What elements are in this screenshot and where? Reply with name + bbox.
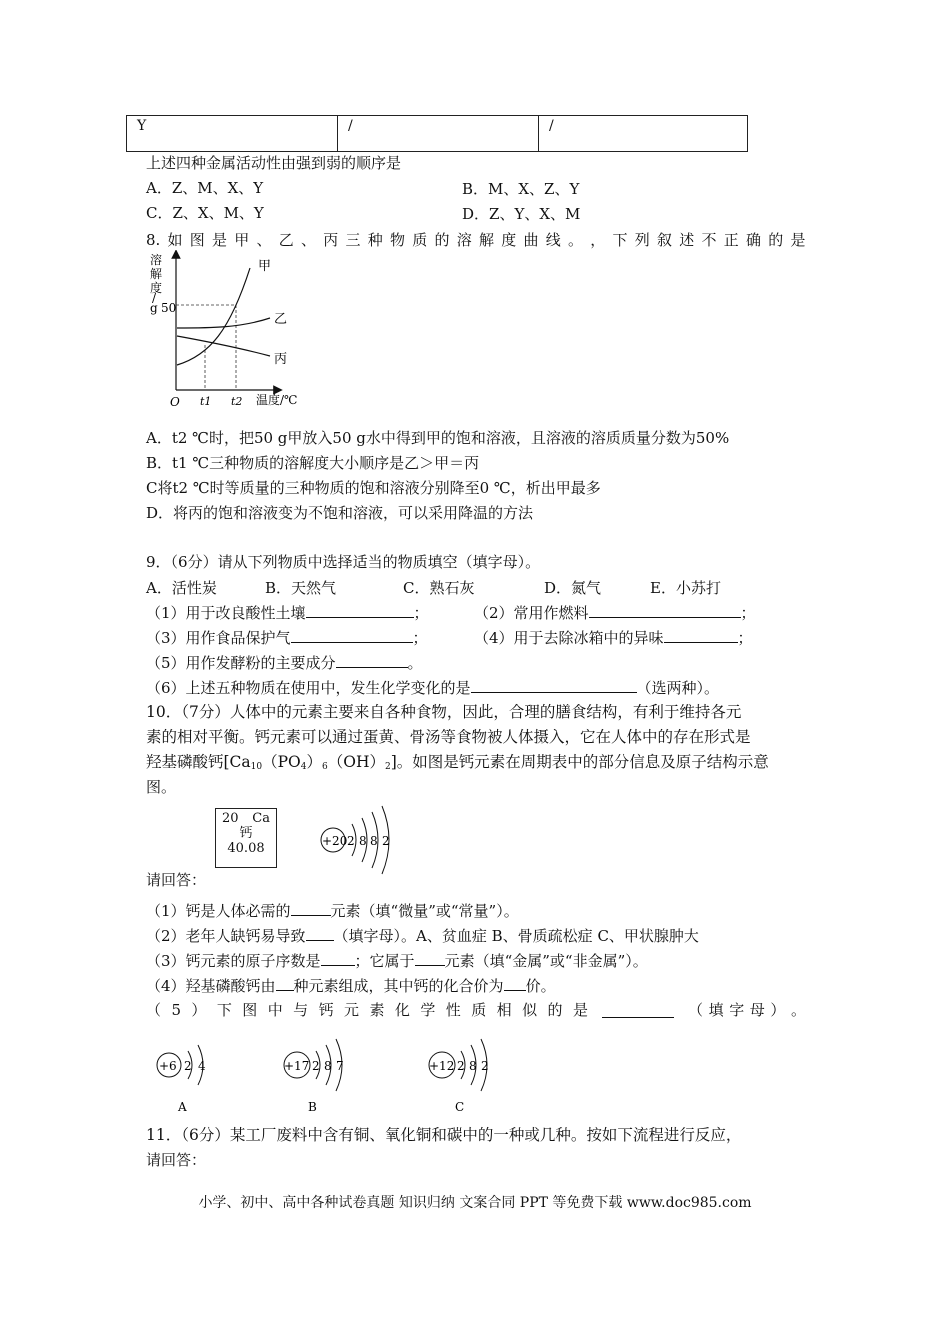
answer-blank[interactable] xyxy=(664,627,738,643)
answer-blank[interactable] xyxy=(415,950,445,966)
atomic-number: 20 xyxy=(222,811,239,826)
q10-sub-5-char: 填 xyxy=(708,1001,724,1019)
q9-stem: 9．（6分）请从下列物质中选择适当的物质填空（填字母）。 xyxy=(146,553,541,571)
q8-stem-char: 溶 xyxy=(456,231,472,249)
q8-option-d: D．将丙的饱和溶液变为不饱和溶液，可以采用降温的方法 xyxy=(146,504,534,522)
q9-choice-d: D．氮气 xyxy=(544,579,602,597)
q8-stem-char: 述 xyxy=(679,231,695,249)
q10-sub-2-end: （填字母）。A、贫血症 B、骨质疏松症 C、甲状腺肿大 xyxy=(333,927,699,945)
atom-option-a xyxy=(157,1045,206,1114)
element-symbol: Ca xyxy=(252,811,270,826)
formula-subscript: 6 xyxy=(322,762,328,772)
q8-stem-char: 曲 xyxy=(523,231,539,249)
q10-sub-5-char: 性 xyxy=(445,1001,461,1019)
q9-choice-c: C．熟石灰 xyxy=(403,579,475,597)
q10-sub-3 xyxy=(146,950,648,971)
q9-item-1-text: （1）用于改良酸性土壤 xyxy=(146,604,306,622)
q10-sub-5-char: ） xyxy=(191,1001,207,1019)
formula-subscript: 2 xyxy=(384,762,391,772)
atomic-mass: 40.08 xyxy=(227,841,265,856)
x-tick-t1: t1 xyxy=(200,395,212,408)
atom-label: C xyxy=(455,1100,465,1114)
q10-sub-4 xyxy=(146,975,556,996)
q10-line-3 xyxy=(146,752,769,777)
q8-stem-char: 叙 xyxy=(657,231,673,249)
q8-stem-char: 度 xyxy=(501,231,517,249)
q8-stem-char: 、 xyxy=(256,231,272,249)
q8-stem-char: 甲 xyxy=(234,231,250,249)
q10-sub-5-char: 字 xyxy=(729,1001,745,1019)
q7-option-d: D．Z、Y、X、M xyxy=(462,205,581,223)
element-name: 钙 xyxy=(239,826,253,841)
y-axis-label-char: 度 xyxy=(150,281,163,295)
semicolon: ； xyxy=(413,604,429,622)
q10-sub-5-char: 化 xyxy=(394,1001,410,1019)
q9-item-2-text: （2）常用作燃料 xyxy=(474,604,589,622)
answer-blank[interactable] xyxy=(321,950,355,966)
formula-subscript: 4 xyxy=(300,762,307,772)
q8-stem-char: 线 xyxy=(545,231,561,249)
shell-count: 4 xyxy=(198,1059,206,1073)
semicolon: ； xyxy=(412,629,428,647)
q8-stem-char: 物 xyxy=(390,231,406,249)
shell-count: 7 xyxy=(336,1059,344,1073)
nucleus-charge: +12 xyxy=(429,1059,455,1073)
q10-sub-5-char: ） xyxy=(770,1001,786,1019)
q10-sub-5-char: （ xyxy=(146,1001,162,1019)
atom-options-diagram xyxy=(150,1035,510,1117)
q8-stem-char: 正 xyxy=(723,231,739,249)
q10-sub-3-mid: ；它属于 xyxy=(354,952,415,970)
q10-sub-1 xyxy=(146,900,519,921)
shell-count: 2 xyxy=(184,1059,192,1073)
q10-sub-5-char: 质 xyxy=(471,1001,487,1019)
answer-blank[interactable] xyxy=(336,652,408,668)
q10-sub-5-char: 下 xyxy=(216,1001,232,1019)
shell-count: 2 xyxy=(347,834,355,848)
q10-sub-5-char: 是 xyxy=(572,1001,588,1019)
element-cell-calcium xyxy=(215,808,277,868)
shell-count: 2 xyxy=(312,1059,320,1073)
y-axis-label-char: g xyxy=(150,301,158,315)
q8-option-b: B．t1 ℃三种物质的溶解度大小顺序是乙＞甲＝丙 xyxy=(146,454,480,472)
answer-blank[interactable] xyxy=(306,925,334,941)
answer-blank[interactable] xyxy=(306,602,414,618)
curve-yi xyxy=(177,318,270,328)
y-axis-label-char: 溶 xyxy=(150,253,163,267)
q10-sub-5-char: 图 xyxy=(242,1001,258,1019)
q8-stem-char: 的 xyxy=(434,231,450,249)
table-row xyxy=(127,116,748,152)
origin-label: O xyxy=(170,395,180,409)
q10-sub-5-char: （ xyxy=(688,1001,704,1019)
atom-option-c xyxy=(429,1039,489,1114)
answer-blank[interactable] xyxy=(602,1002,674,1018)
q8-stem-char: 8. xyxy=(146,231,161,249)
nucleus-charge: +20 xyxy=(322,834,348,848)
curve-bing xyxy=(177,336,270,356)
nucleus-charge: +6 xyxy=(159,1059,177,1073)
q10-sub-1-text: （1）钙是人体必需的 xyxy=(146,902,291,920)
table-cell: / xyxy=(539,116,748,152)
q10-sub-5-char: 元 xyxy=(344,1001,360,1019)
series-label-jia: 甲 xyxy=(258,259,272,274)
q8-stem-char: 种 xyxy=(367,231,383,249)
answer-blank[interactable] xyxy=(291,627,413,643)
q9-item-5-text: （5）用作发酵粉的主要成分 xyxy=(146,654,336,672)
series-label-bing: 丙 xyxy=(274,352,288,367)
q7-option-b: B．M、X、Z、Y xyxy=(462,180,580,198)
q10-sub-3-end: 元素（填“金属”或“非金属”）。 xyxy=(444,952,648,970)
q8-stem-char: 如 xyxy=(167,231,183,249)
shell-count: 2 xyxy=(382,834,390,848)
answer-blank[interactable] xyxy=(471,677,637,693)
q9-item-2 xyxy=(474,602,756,623)
q8-stem xyxy=(146,230,806,250)
y-tick-50: 50 xyxy=(161,301,177,315)
q11-line-2: 请回答： xyxy=(146,1151,207,1169)
solubility-chart xyxy=(140,250,315,410)
q7-stem: 上述四种金属活动性由强到弱的顺序是 xyxy=(146,154,402,172)
q10-sub-5-char: 5 xyxy=(171,1001,181,1019)
q10-sub-5 xyxy=(146,1000,806,1020)
x-axis-label: 温度/℃ xyxy=(256,393,298,407)
q8-stem-char: 是 xyxy=(212,231,228,249)
formula-part: （OH） xyxy=(327,753,385,771)
q9-item-3-text: （3）用作食品保护气 xyxy=(146,629,291,647)
q8-stem-char: 乙 xyxy=(278,231,294,249)
q8-stem-char: 。 xyxy=(568,231,584,249)
q10-line-2: 素的相对平衡。钙元素可以通过蛋黄、骨汤等食物被人体摄入，它在人体中的存在形式是 xyxy=(146,728,751,746)
q8-option-a: A．t2 ℃时，把50 g甲放入50 g水中得到甲的饱和溶液，且溶液的溶质质量分数为50% xyxy=(146,429,730,447)
q10-sub-5-char: 母 xyxy=(749,1001,765,1019)
q10-sub-4-mid: 种元素组成，其中钙的化合价为 xyxy=(293,977,504,995)
atom-option-b xyxy=(284,1039,344,1114)
answer-blank[interactable] xyxy=(291,900,331,916)
q10-sub-5-tail xyxy=(688,1000,806,1020)
q9-item-4 xyxy=(474,627,753,648)
shell-count: 8 xyxy=(370,834,378,848)
q8-stem-char: ， xyxy=(590,231,606,249)
q8-stem-char: 解 xyxy=(479,231,495,249)
q9-item-6-end: （选两种）。 xyxy=(636,679,720,697)
q9-item-5 xyxy=(146,652,423,673)
q10-sub-5-char: 中 xyxy=(267,1001,283,1019)
q10-sub-5-char: 素 xyxy=(369,1001,385,1019)
shell-count: 8 xyxy=(469,1059,477,1073)
nucleus-charge: +17 xyxy=(284,1059,310,1073)
q8-stem-char: 是 xyxy=(790,231,806,249)
shell-count: 8 xyxy=(324,1059,332,1073)
answer-blank[interactable] xyxy=(504,975,526,991)
series-label-yi: 乙 xyxy=(274,312,288,327)
curve-jia xyxy=(177,268,250,365)
table-cell: / xyxy=(338,116,539,152)
q9-item-6 xyxy=(146,677,719,698)
q11-line-1: 11．（6分）某工厂废料中含有铜、氧化铜和碳中的一种或几种。按如下流程进行反应， xyxy=(146,1126,742,1144)
q9-item-4-text: （4）用于去除冰箱中的异味 xyxy=(474,629,664,647)
q10-sub-5-char: 。 xyxy=(790,1001,806,1019)
semicolon: ； xyxy=(740,604,756,622)
formula-part: （PO xyxy=(262,753,301,771)
q9-item-3 xyxy=(146,627,428,648)
q10-sub-5-char: 似 xyxy=(522,1001,538,1019)
q10-sub-5-char: 学 xyxy=(420,1001,436,1019)
q10-sub-4-text: （4）羟基磷酸钙由 xyxy=(146,977,276,995)
page-footer: 小学、初中、高中各种试卷真题 知识归纳 文案合同 PPT 等免费下载 www.doc985.com xyxy=(198,1195,752,1211)
q8-stem-char: 不 xyxy=(701,231,717,249)
y-axis-label-char: 解 xyxy=(150,267,163,281)
calcium-atom-structure xyxy=(316,800,416,880)
q8-option-c: C将t2 ℃时等质量的三种物质的饱和溶液分别降至0 ℃，析出甲最多 xyxy=(146,479,601,497)
q10-sub-5-char: 相 xyxy=(496,1001,512,1019)
q10-sub-4-end: 价。 xyxy=(525,977,556,995)
q8-stem-char: 、 xyxy=(301,231,317,249)
q8-stem-char: 下 xyxy=(612,231,628,249)
formula-part: 羟基磷酸钙[Ca xyxy=(146,753,251,771)
shell-count: 2 xyxy=(481,1059,489,1073)
formula-part: ]。如图是钙元素在周期表中的部分信息及原子结构示意 xyxy=(390,753,769,771)
y-axis-label-char: / xyxy=(152,291,157,305)
q9-item-6-text: （6）上述五种物质在使用中，发生化学变化的是 xyxy=(146,679,471,697)
q9-item-1 xyxy=(146,602,429,623)
q10-sub-5-char: 与 xyxy=(293,1001,309,1019)
q9-item-5-end: 。 xyxy=(407,654,423,672)
atom-label: A xyxy=(178,1100,187,1114)
table-cell: Y xyxy=(127,116,338,152)
q8-stem-char: 确 xyxy=(746,231,762,249)
q10-sub-5-char: 钙 xyxy=(318,1001,334,1019)
q10-sub-2-text: （2）老年人缺钙易导致 xyxy=(146,927,306,945)
q10-please-answer: 请回答： xyxy=(146,871,207,889)
q10-sub-2 xyxy=(146,925,699,946)
answer-blank[interactable] xyxy=(276,975,294,991)
x-tick-t2: t2 xyxy=(231,395,243,408)
metal-table xyxy=(126,115,748,152)
q10-sub-5-text xyxy=(146,1000,588,1020)
atom-label: B xyxy=(308,1100,317,1114)
shell-count: 8 xyxy=(359,834,367,848)
q10-line-4: 图。 xyxy=(146,778,177,796)
q8-stem-char: 丙 xyxy=(323,231,339,249)
q9-choice-e: E．小苏打 xyxy=(650,579,721,597)
answer-blank[interactable] xyxy=(589,602,741,618)
q10-sub-3-text: （3）钙元素的原子序数是 xyxy=(146,952,321,970)
q10-line-1: 10．（7分）人体中的元素主要来自各种食物，因此，合理的膳食结构，有利于维持各元 xyxy=(146,703,742,721)
q8-stem-char: 的 xyxy=(768,231,784,249)
q8-stem-char: 三 xyxy=(345,231,361,249)
q7-option-a: A．Z、M、X、Y xyxy=(146,179,264,197)
q9-choice-b: B．天然气 xyxy=(265,579,337,597)
q8-stem-char: 列 xyxy=(634,231,650,249)
q10-sub-5-char: 的 xyxy=(547,1001,563,1019)
q9-choice-a: A．活性炭 xyxy=(146,579,217,597)
semicolon: ； xyxy=(737,629,753,647)
formula-part: ） xyxy=(306,753,322,771)
formula-subscript: 10 xyxy=(250,762,263,772)
q8-stem-char: 图 xyxy=(189,231,205,249)
q8-stem-char: 质 xyxy=(412,231,428,249)
q7-option-c: C．Z、X、M、Y xyxy=(146,204,264,222)
q10-sub-1-end: 元素（填“微量”或“常量”）。 xyxy=(330,902,519,920)
shell-count: 2 xyxy=(457,1059,465,1073)
